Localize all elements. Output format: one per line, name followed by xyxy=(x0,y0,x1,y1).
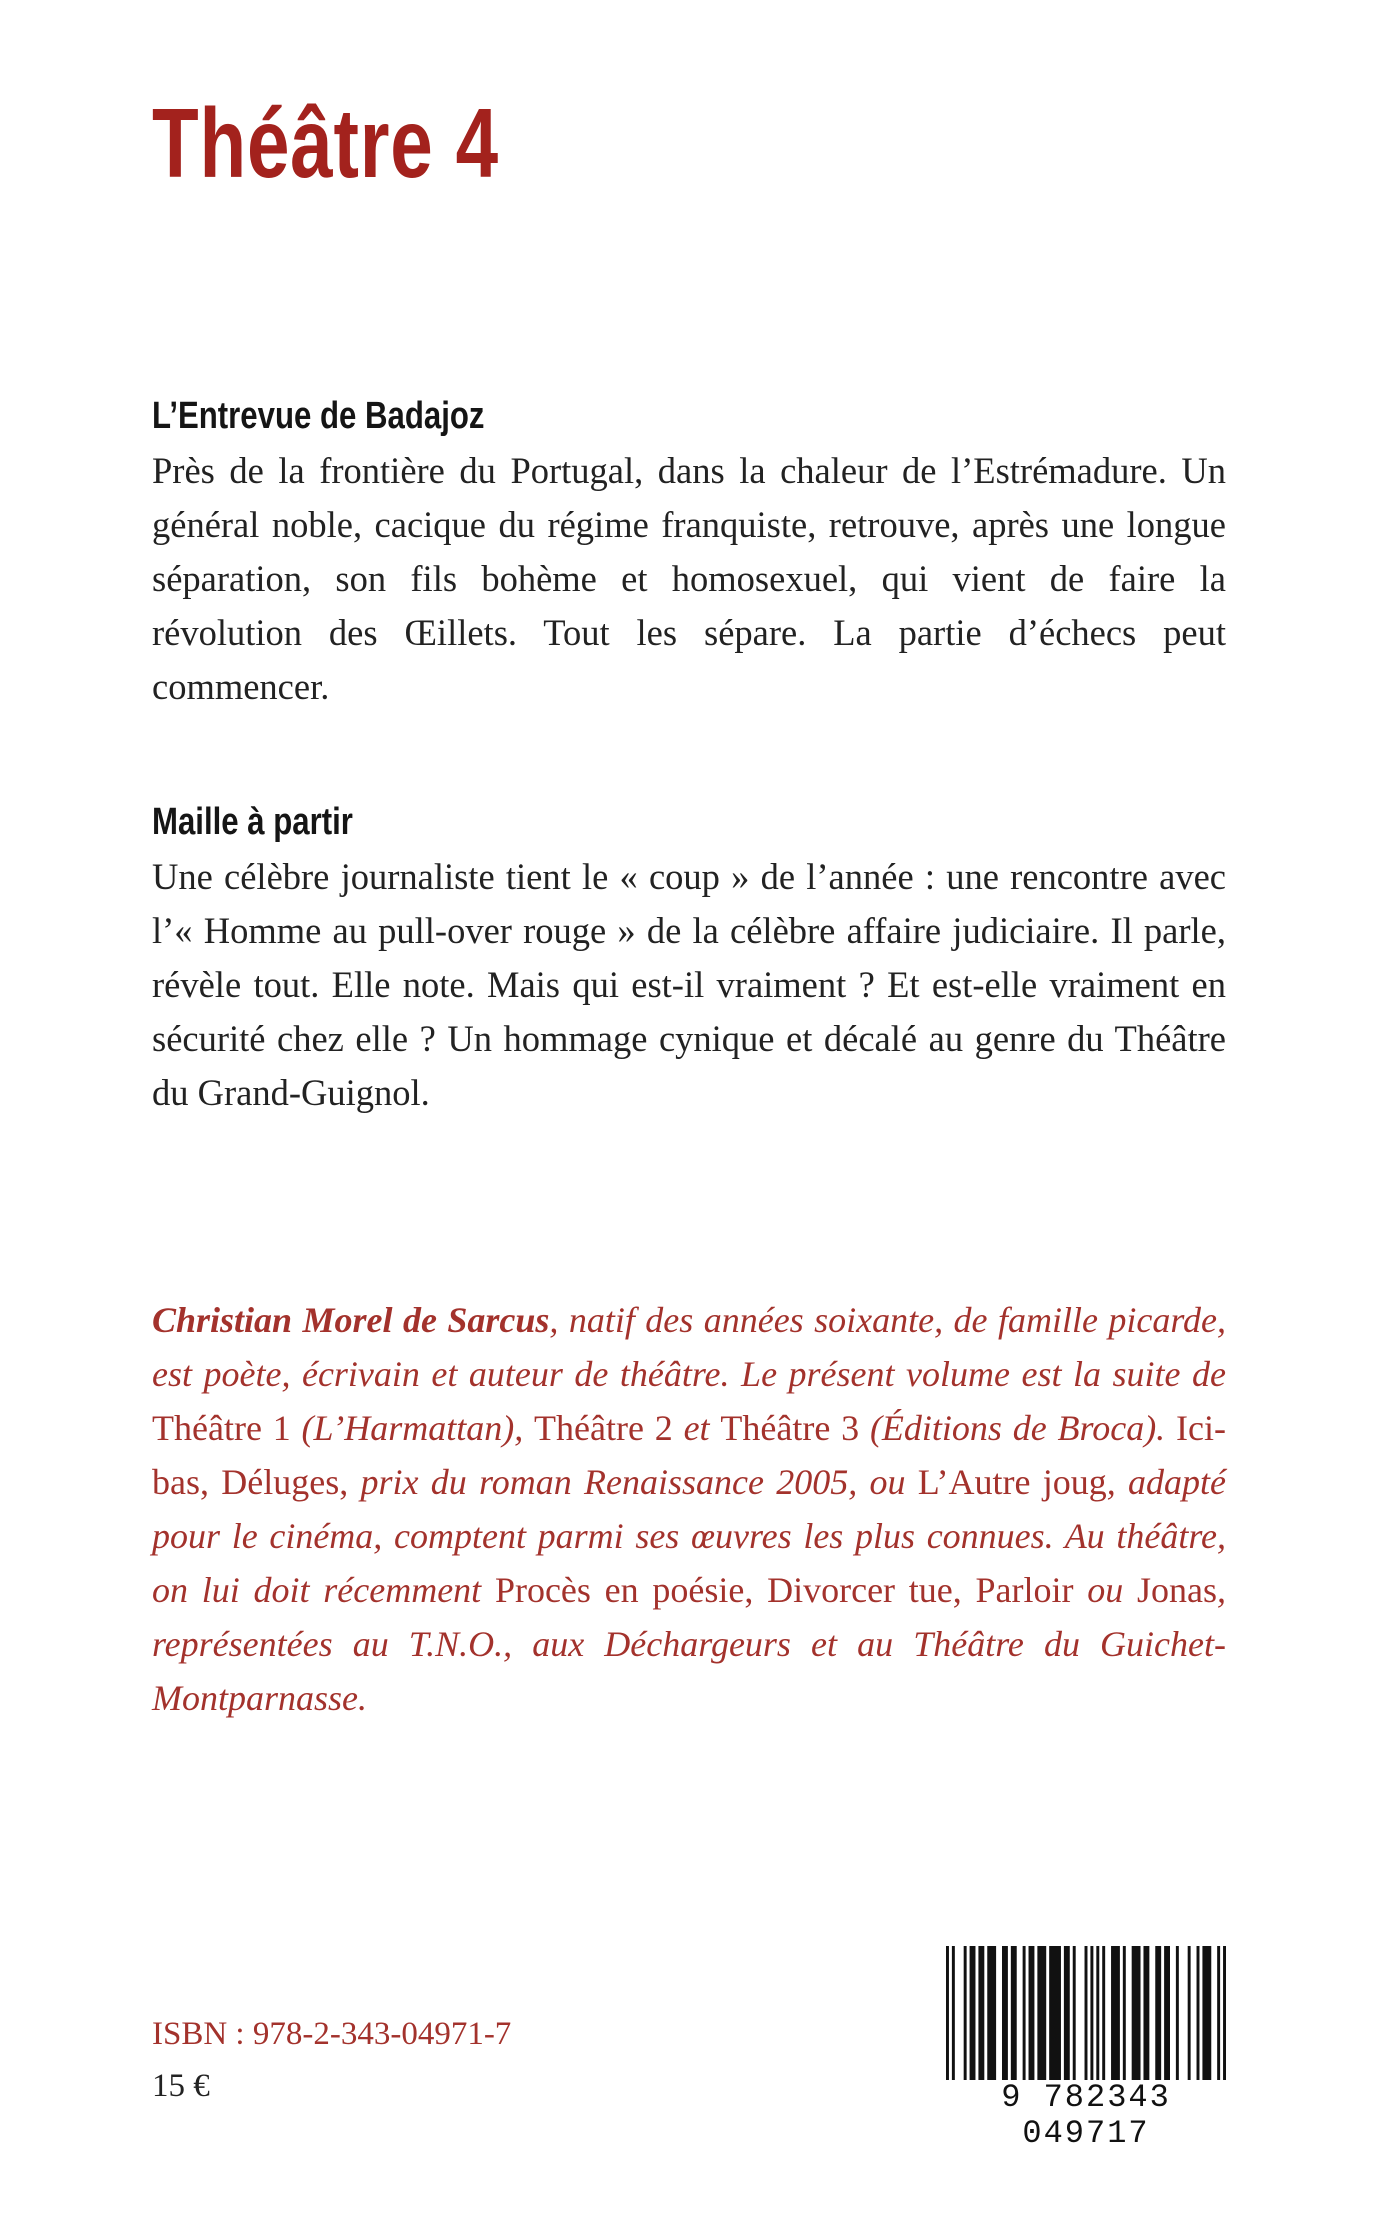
barcode-bar xyxy=(1023,1946,1026,2080)
work-title: Théâtre 1 xyxy=(152,1408,291,1448)
barcode-bars xyxy=(940,1946,1232,2080)
barcode-bar xyxy=(978,1946,984,2080)
bio-text: ou xyxy=(1073,1570,1137,1610)
section-body: Une célèbre journaliste tient le « coup » de l’année : une rencontre avec l’« Homme au pull-over rouge » de la célèbre affaire judiciaire. Il parle, révèle tout. Elle note. Mais qui est-il vraiment ? Et est-elle vraiment en sécurité chez elle ? Un hommage cynique et décalé au genre du Théâtre du Grand-Guignol. xyxy=(152,856,1226,1113)
barcode xyxy=(940,1946,1232,2152)
work-title: Ici-bas, Déluges, xyxy=(152,1408,1226,1502)
barcode-bar xyxy=(1002,1946,1008,2080)
book-title: Théâtre 4 xyxy=(152,88,499,198)
barcode-bar xyxy=(1188,1946,1191,2080)
isbn: ISBN : 978-2-343-04971-7 xyxy=(152,2016,512,2052)
bio-text: , adapté pour le cinéma, comptent parmi ses œuvres les plus connues. Au théâtre, on lui doit récemment xyxy=(152,1462,1226,1610)
bio-text: prix du roman Renaissance 2005, ou xyxy=(348,1462,918,1502)
bio-text: et xyxy=(672,1408,721,1448)
bio-text: (Éditions de Broca). xyxy=(859,1408,1177,1448)
barcode-bar xyxy=(1123,1946,1126,2080)
barcode-bar xyxy=(1111,1946,1120,2080)
work-title: Procès en poésie, Divorcer tue, Parloir xyxy=(494,1570,1074,1610)
section-heading: Maille à partir xyxy=(152,801,353,843)
section-body: Près de la frontière du Portugal, dans la chaleur de l’Estrémadure. Un général noble, cacique du régime franquiste, retrouve, après une longue séparation, son fils bohème et homosexuel, qui vient de faire la révolution des Œillets. Tout les sépare. La partie d’échecs peut commencer. xyxy=(152,450,1226,707)
barcode-bar xyxy=(1102,1946,1105,2080)
work-title: Jonas xyxy=(1137,1570,1217,1610)
barcode-bar xyxy=(1049,1946,1061,2080)
barcode-bar xyxy=(1164,1946,1170,2080)
work-title: L’Autre joug xyxy=(917,1462,1107,1502)
barcode-bar xyxy=(1132,1946,1141,2080)
barcode-bar xyxy=(1029,1946,1035,2080)
barcode-bar xyxy=(952,1946,955,2080)
barcode-bar xyxy=(1223,1946,1226,2080)
barcode-bar xyxy=(1217,1946,1220,2080)
author-bio xyxy=(152,1293,1226,1725)
barcode-bar xyxy=(1176,1946,1179,2080)
author-name: Christian Morel de Sarcus xyxy=(152,1300,550,1340)
barcode-bar xyxy=(1037,1946,1046,2080)
section-entrevue xyxy=(152,394,1226,714)
barcode-bar xyxy=(946,1946,949,2080)
section-heading: L’Entrevue de Badajoz xyxy=(152,395,485,437)
bio-text: (L’Harmattan), xyxy=(290,1408,535,1448)
price: 15 € xyxy=(152,2068,210,2104)
barcode-digits: 9 782343 049717 xyxy=(1001,2079,1171,2152)
bio-text: , représentées au T.N.O., aux Déchargeurs et au Théâtre du Guichet-Montparnasse. xyxy=(152,1570,1226,1718)
barcode-bar xyxy=(1085,1946,1088,2080)
barcode-bar xyxy=(987,1946,996,2080)
barcode-bar xyxy=(1096,1946,1099,2080)
barcode-bar xyxy=(1073,1946,1076,2080)
bio-text: , natif des années soixante, de famille picarde, est poète, écrivain et auteur de théâtre. Le présent volume est la suite de xyxy=(152,1300,1227,1394)
work-title: Théâtre 2 xyxy=(534,1408,673,1448)
barcode-bar xyxy=(964,1946,967,2080)
barcode-bar xyxy=(1202,1946,1211,2080)
barcode-bar xyxy=(1090,1946,1093,2080)
barcode-bar xyxy=(1155,1946,1161,2080)
barcode-bar xyxy=(1197,1946,1200,2080)
barcode-bar xyxy=(1064,1946,1070,2080)
barcode-bar xyxy=(970,1946,976,2080)
barcode-bar xyxy=(1143,1946,1149,2080)
barcode-bar xyxy=(1011,1946,1017,2080)
work-title: Théâtre 3 xyxy=(720,1408,860,1448)
section-maille xyxy=(152,800,1226,1120)
